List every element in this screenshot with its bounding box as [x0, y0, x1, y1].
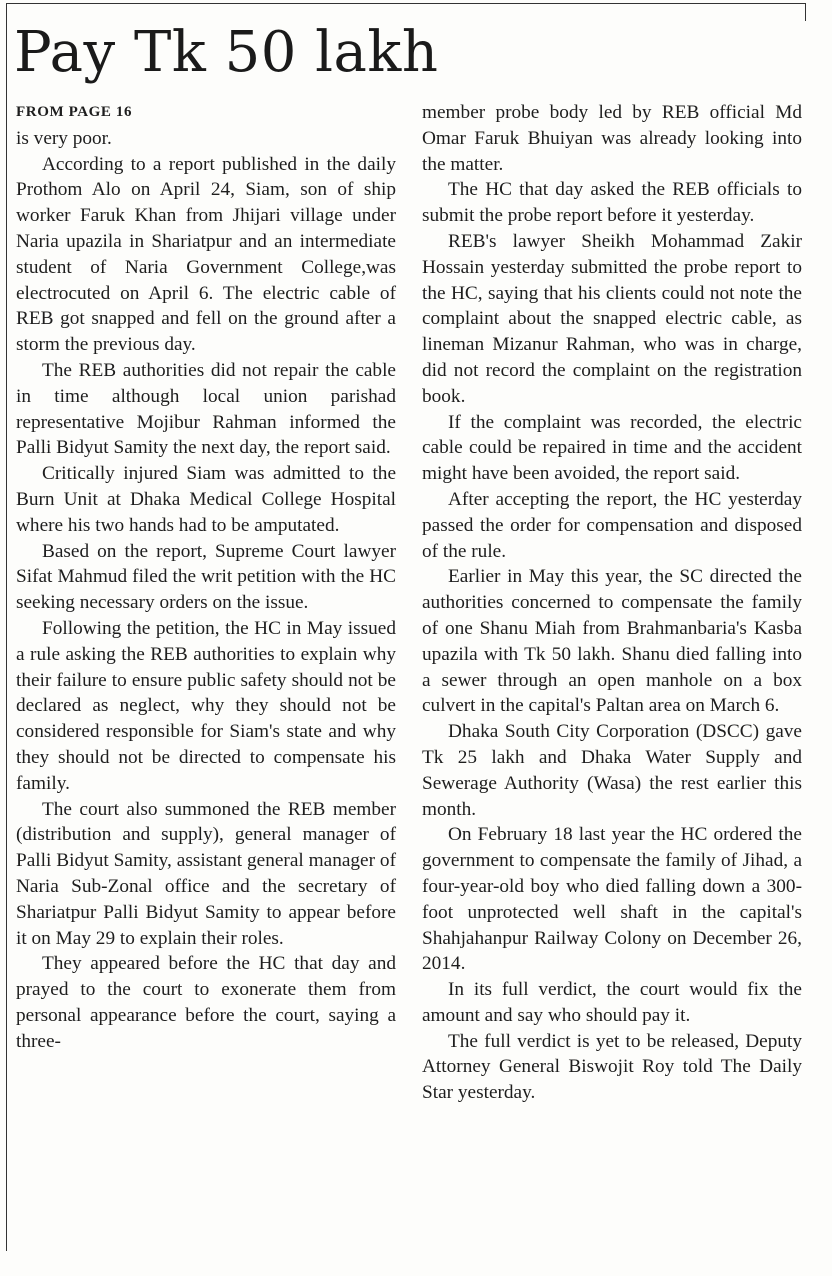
article-column-left — [16, 100, 396, 1054]
paragraph: Following the petition, the HC in May issued a rule asking the REB authorities to explain why their failure to ensure public safety should not be declared as neglect, why they should not be considered responsible for Siam's state and why they should not be directed to compensate his family. — [16, 617, 396, 794]
paragraph: REB's lawyer Sheikh Mohammad Zakir Hossain yesterday submitted the probe report to the HC, saying that his clients could not note the complaint about the snapped electric cable, as lineman Mizanur Rahman, who was in charge, did not record the complaint on the registration book. — [422, 230, 802, 407]
clipping-border-right — [805, 3, 806, 21]
paragraph: After accepting the report, the HC yesterday passed the order for compensation and disposed of the rule. — [422, 488, 802, 562]
paragraph: Earlier in May this year, the SC directed the authorities concerned to compensate the family of one Shanu Miah from Brahmanbaria's Kasba upazila with Tk 50 lakh. Shanu died falling into a sewer through an open manhole on a box culvert in the capital's Paltan area on March 6. — [422, 566, 802, 717]
paragraph: is very poor. — [16, 127, 112, 149]
paragraph: The full verdict is yet to be released, Deputy Attorney General Biswojit Roy told The Daily Star yesterday. — [422, 1030, 802, 1104]
paragraph: The REB authorities did not repair the cable in time although local union parishad representative Mojibur Rahman informed the Palli Bidyut Samity the next day, the report said. — [16, 359, 396, 459]
paragraph: Critically injured Siam was admitted to the Burn Unit at Dhaka Medical College Hospital where his two hands had to be amputated. — [16, 463, 396, 536]
paragraph: On February 18 last year the HC ordered the government to compensate the family of Jihad, a four-year-old boy who died falling down a 300-foot unprotected well shaft in the capital's Shahjahanpur Railway Colony on December 26, 2014. — [422, 824, 802, 975]
paragraph: Dhaka South City Corporation (DSCC) gave Tk 25 lakh and Dhaka Water Supply and Sewerage Authority (Wasa) the rest earlier this month. — [422, 721, 802, 820]
headline: Pay Tk 50 lakh — [14, 20, 439, 85]
paragraph: According to a report published in the daily Prothom Alo on April 24, Siam, son of ship worker Faruk Khan from Jhijari village under Naria upazila in Shariatpur and an intermediate student of Naria Government College,was electrocuted on April 6. The electric cable of REB got snapped and fell on the ground after a storm the previous day. — [16, 153, 396, 356]
article-column-right — [422, 100, 802, 1106]
continuation-kicker: FROM PAGE 16 — [16, 104, 133, 120]
paragraph: The court also summoned the REB member (distribution and supply), general manager of Palli Bidyut Samity, assistant general manager of Naria Sub-Zonal office and the secretary of Shariatpur Palli Bidyut Samity to appear before it on May 29 to explain their roles. — [16, 798, 396, 949]
clipping-border-top — [6, 3, 806, 4]
paragraph: They appeared before the HC that day and prayed to the court to exonerate them from personal appearance before the court, saying a three- — [16, 953, 396, 1052]
paragraph: If the complaint was recorded, the electric cable could be repaired in time and the accident might have been avoided, the report said. — [422, 411, 802, 485]
paragraph: Based on the report, Supreme Court lawyer Sifat Mahmud filed the writ petition with the HC seeking necessary orders on the issue. — [16, 540, 396, 614]
paragraph: member probe body led by REB official Md Omar Faruk Bhuiyan was already looking into the matter. — [422, 102, 802, 175]
paragraph: In its full verdict, the court would fix the amount and say who should pay it. — [422, 979, 802, 1026]
paragraph: The HC that day asked the REB officials to submit the probe report before it yesterday. — [422, 179, 802, 227]
clipping-border-left — [6, 3, 7, 1251]
